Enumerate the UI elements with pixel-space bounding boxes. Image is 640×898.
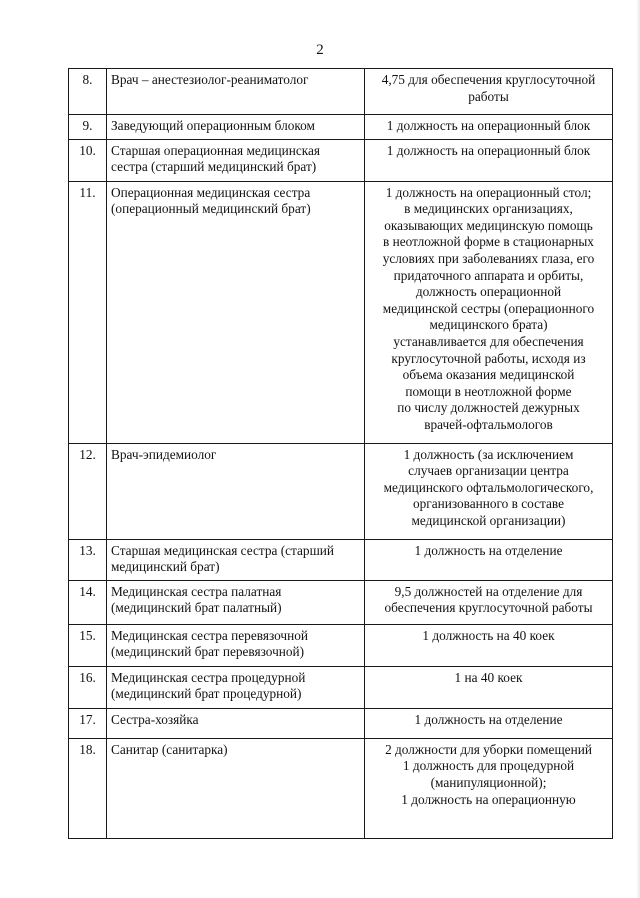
staffing-norm-line: 1 должность на 40 коек: [422, 627, 555, 643]
staffing-norm-line: 1 должность (за исключением: [403, 446, 574, 462]
row-number: 10.: [69, 139, 107, 181]
staffing-norm-line: объема оказания медицинской: [402, 367, 575, 383]
staffing-norm-line: круглосуточной работы, исходя из: [391, 350, 586, 366]
staffing-table: [68, 68, 613, 839]
staffing-table-wrapper: [68, 68, 613, 839]
position-title: Медицинская сестра процедурной (медицинский брат процедурной): [107, 666, 365, 708]
staffing-norm: [365, 624, 613, 666]
table-row: [69, 115, 613, 140]
position-title: Медицинская сестра палатная (медицинский брат палатный): [107, 580, 365, 624]
staffing-norm-line: 4,75 для обеспечения круглосуточной: [381, 72, 596, 87]
table-row: [69, 139, 613, 181]
table-row: [69, 443, 613, 539]
row-number: 17.: [69, 708, 107, 738]
staffing-norm-line: 1 должность на отделение: [414, 711, 563, 727]
position-title: Заведующий операционным блоком: [107, 115, 365, 140]
table-row: [69, 708, 613, 738]
position-title: Старшая медицинская сестра (старший медицинский брат): [107, 539, 365, 580]
row-number: 11.: [69, 181, 107, 443]
staffing-norm-line: 1 должность на операционный стол;: [385, 184, 592, 200]
table-body: [69, 69, 613, 839]
position-title: Санитар (санитарка): [107, 738, 365, 838]
table-row: [69, 666, 613, 708]
staffing-norm: [365, 580, 613, 624]
staffing-norm-line: медицинской организации): [411, 512, 566, 528]
staffing-norm-line: медицинского офтальмологического,: [383, 479, 594, 495]
row-number: 13.: [69, 539, 107, 580]
staffing-norm-line: условиях при заболеваниях глаза, его: [382, 250, 595, 266]
staffing-norm: [365, 539, 613, 580]
staffing-norm-line: медицинской сестры (операционного: [382, 300, 595, 316]
table-row: [69, 624, 613, 666]
staffing-norm-line: 1 на 40 коек: [454, 669, 523, 685]
table-row: [69, 69, 613, 115]
staffing-norm: [365, 139, 613, 181]
staffing-norm-line: оказывающих медицинскую помощь: [384, 217, 593, 233]
position-title: Врач-эпидемиолог: [107, 443, 365, 539]
staffing-norm-line: 1 должность на операционную: [401, 791, 576, 807]
table-row: [69, 580, 613, 624]
staffing-norm: [365, 69, 613, 115]
staffing-norm-line: должность операционной: [415, 284, 562, 300]
row-number: 15.: [69, 624, 107, 666]
position-title: Старшая операционная медицинская сестра (старший медицинский брат): [107, 139, 365, 181]
staffing-norm-line: 1 должность на операционный блок: [386, 118, 591, 133]
staffing-norm: [365, 443, 613, 539]
table-row: [69, 181, 613, 443]
staffing-norm-line: 2 должности для уборки помещений: [385, 741, 592, 757]
staffing-norm: [365, 708, 613, 738]
row-number: 14.: [69, 580, 107, 624]
staffing-norm-line: в медицинских организациях,: [404, 201, 573, 217]
row-number: 8.: [69, 69, 107, 115]
page-number: 2: [316, 42, 324, 58]
staffing-norm-line: по числу должностей дежурных: [397, 400, 580, 416]
staffing-norm-line: устанавливается для обеспечения: [393, 333, 584, 349]
table-row: [69, 738, 613, 838]
staffing-norm-line: работы: [468, 88, 509, 104]
staffing-norm-line: 1 должность для процедурной: [402, 758, 575, 774]
staffing-norm-line: (манипуляционной);: [430, 774, 547, 790]
table-row: [69, 539, 613, 580]
position-title: Врач – анестезиолог-реаниматолог: [107, 69, 365, 115]
staffing-norm-line: обеспечения круглосуточной работы: [384, 600, 593, 616]
position-title: Операционная медицинская сестра (операционный медицинский брат): [107, 181, 365, 443]
staffing-norm-line: придаточного аппарата и орбиты,: [393, 267, 584, 283]
staffing-norm: [365, 115, 613, 140]
staffing-norm: [365, 666, 613, 708]
staffing-norm: [365, 181, 613, 443]
staffing-norm-line: медицинского брата): [429, 317, 548, 333]
staffing-norm: [365, 738, 613, 838]
staffing-norm-line: 1 должность на отделение: [414, 542, 563, 558]
staffing-norm-line: помощи в неотложной форме: [405, 383, 572, 399]
position-title: Медицинская сестра перевязочной (медицинский брат перевязочной): [107, 624, 365, 666]
position-title: Сестра-хозяйка: [107, 708, 365, 738]
row-number: 18.: [69, 738, 107, 838]
staffing-norm-line: организованного в составе: [412, 496, 565, 512]
row-number: 9.: [69, 115, 107, 140]
staffing-norm-line: 9,5 должностей на отделение для: [394, 583, 583, 599]
staffing-norm-line: врачей-офтальмологов: [424, 416, 553, 432]
scan-edge: [636, 0, 640, 898]
row-number: 16.: [69, 666, 107, 708]
staffing-norm-line: случаев организации центра: [408, 463, 569, 479]
staffing-norm-line: 1 должность на операционный блок: [386, 142, 591, 158]
row-number: 12.: [69, 443, 107, 539]
staffing-norm-line: в неотложной форме в стационарных: [383, 234, 594, 250]
